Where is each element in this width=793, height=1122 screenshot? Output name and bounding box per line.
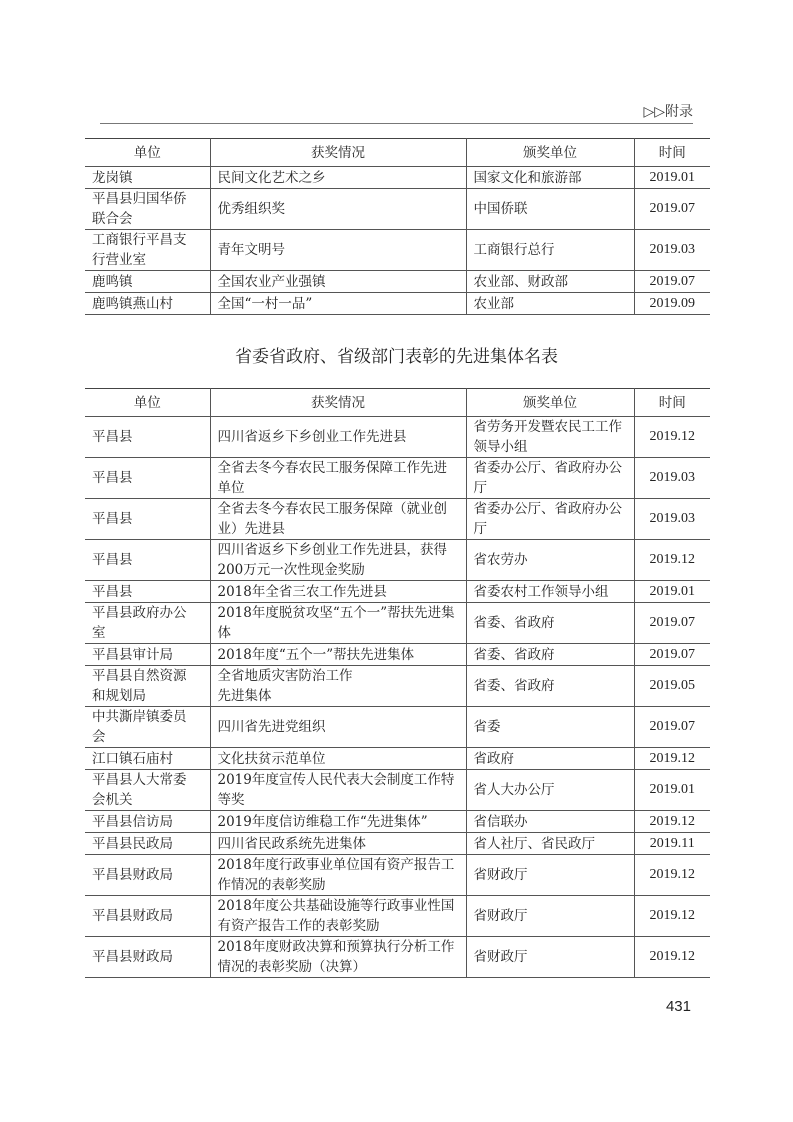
- cell-time: 2019.07: [634, 271, 710, 293]
- cell-time: 2019.01: [634, 770, 710, 811]
- cell-issuer: 工商银行总行: [466, 230, 634, 271]
- table-row: [85, 937, 710, 978]
- cell-award: 四川省先进党组织: [210, 707, 466, 748]
- cell-time: 2019.07: [634, 707, 710, 748]
- awards-table-national: [85, 138, 710, 315]
- table-row: [85, 271, 710, 293]
- cell-unit: 平昌县人大常委 会机关: [85, 770, 210, 811]
- cell-unit: 平昌县财政局: [85, 937, 210, 978]
- cell-time: 2019.07: [634, 603, 710, 644]
- cell-time: 2019.07: [634, 644, 710, 666]
- cell-award: 2019年度宣传人民代表大会制度工作特 等奖: [210, 770, 466, 811]
- cell-unit: 平昌县自然资源 和规划局: [85, 666, 210, 707]
- table-row: [85, 603, 710, 644]
- table-row: [85, 417, 710, 458]
- cell-issuer: 省委办公厅、省政府办公 厅: [466, 458, 634, 499]
- table-row: [85, 811, 710, 833]
- cell-time: 2019.05: [634, 666, 710, 707]
- cell-award: 民间文化艺术之乡: [210, 167, 466, 189]
- cell-award: 2018年度脱贫攻坚“五个一”帮扶先进集 体: [210, 603, 466, 644]
- cell-issuer: 省委、省政府: [466, 666, 634, 707]
- cell-award: 2018年度“五个一”帮扶先进集体: [210, 644, 466, 666]
- cell-issuer: 省人社厅、省民政厅: [466, 833, 634, 855]
- cell-issuer: 中国侨联: [466, 189, 634, 230]
- cell-unit: 龙岗镇: [85, 167, 210, 189]
- column-header-issuer: 颁奖单位: [466, 389, 634, 417]
- cell-issuer: 省农劳办: [466, 540, 634, 581]
- cell-unit: 平昌县财政局: [85, 896, 210, 937]
- cell-time: 2019.01: [634, 167, 710, 189]
- page-number: 431: [665, 998, 691, 1015]
- cell-issuer: 省政府: [466, 748, 634, 770]
- table-row: [85, 499, 710, 540]
- table-header-row: [85, 389, 710, 417]
- cell-unit: 江口镇石庙村: [85, 748, 210, 770]
- cell-issuer: 省信联办: [466, 811, 634, 833]
- cell-time: 2019.09: [634, 293, 710, 315]
- table-row: [85, 581, 710, 603]
- column-header-issuer: 颁奖单位: [466, 139, 634, 167]
- cell-time: 2019.12: [634, 417, 710, 458]
- cell-issuer: 省委: [466, 707, 634, 748]
- cell-issuer: 省财政厅: [466, 855, 634, 896]
- cell-issuer: 省人大办公厅: [466, 770, 634, 811]
- cell-unit: 中共澌岸镇委员 会: [85, 707, 210, 748]
- cell-unit: 工商银行平昌支 行营业室: [85, 230, 210, 271]
- cell-award: 全省去冬今春农民工服务保障工作先进 单位: [210, 458, 466, 499]
- cell-award: 全省去冬今春农民工服务保障（就业创 业）先进县: [210, 499, 466, 540]
- running-head: ▷▷附录: [643, 104, 693, 120]
- cell-unit: 平昌县民政局: [85, 833, 210, 855]
- cell-unit: 平昌县审计局: [85, 644, 210, 666]
- table-row: [85, 707, 710, 748]
- cell-time: 2019.01: [634, 581, 710, 603]
- cell-unit: 平昌县: [85, 499, 210, 540]
- cell-award: 青年文明号: [210, 230, 466, 271]
- cell-award: 文化扶贫示范单位: [210, 748, 466, 770]
- column-header-unit: 单位: [85, 389, 210, 417]
- cell-issuer: 省财政厅: [466, 937, 634, 978]
- cell-time: 2019.12: [634, 937, 710, 978]
- table-row: [85, 666, 710, 707]
- table-row: [85, 644, 710, 666]
- table-row: [85, 458, 710, 499]
- cell-unit: 平昌县: [85, 581, 210, 603]
- cell-award: 2018年全省三农工作先进县: [210, 581, 466, 603]
- cell-issuer: 省委、省政府: [466, 644, 634, 666]
- cell-time: 2019.03: [634, 230, 710, 271]
- cell-issuer: 省委、省政府: [466, 603, 634, 644]
- cell-time: 2019.03: [634, 458, 710, 499]
- cell-time: 2019.03: [634, 499, 710, 540]
- table-row: [85, 748, 710, 770]
- cell-time: 2019.12: [634, 855, 710, 896]
- cell-time: 2019.12: [634, 748, 710, 770]
- table-row: [85, 293, 710, 315]
- cell-unit: 平昌县: [85, 417, 210, 458]
- table-row: [85, 896, 710, 937]
- cell-unit: 平昌县政府办公 室: [85, 603, 210, 644]
- table-row: [85, 770, 710, 811]
- cell-award: 优秀组织奖: [210, 189, 466, 230]
- column-header-award: 获奖情况: [210, 389, 466, 417]
- cell-award: 四川省返乡下乡创业工作先进县，获得 200万元一次性现金奖励: [210, 540, 466, 581]
- cell-time: 2019.12: [634, 540, 710, 581]
- table-row: [85, 167, 710, 189]
- header-rule: [100, 123, 693, 124]
- cell-issuer: 省委办公厅、省政府办公 厅: [466, 499, 634, 540]
- cell-award: 2019年度信访维稳工作“先进集体”: [210, 811, 466, 833]
- table-row: [85, 855, 710, 896]
- cell-issuer: 省劳务开发暨农民工工作 领导小组: [466, 417, 634, 458]
- awards-table-provincial: [85, 388, 710, 978]
- cell-issuer: 省财政厅: [466, 896, 634, 937]
- cell-award: 全国“一村一品”: [210, 293, 466, 315]
- cell-award: 2018年度财政决算和预算执行分析工作 情况的表彰奖励（决算）: [210, 937, 466, 978]
- column-header-unit: 单位: [85, 139, 210, 167]
- cell-unit: 平昌县: [85, 458, 210, 499]
- cell-award: 四川省返乡下乡创业工作先进县: [210, 417, 466, 458]
- cell-unit: 平昌县信访局: [85, 811, 210, 833]
- cell-time: 2019.12: [634, 811, 710, 833]
- cell-unit: 平昌县财政局: [85, 855, 210, 896]
- cell-time: 2019.11: [634, 833, 710, 855]
- cell-award: 全国农业产业强镇: [210, 271, 466, 293]
- cell-award: 2018年度公共基础设施等行政事业性国 有资产报告工作的表彰奖励: [210, 896, 466, 937]
- cell-award: 全省地质灾害防治工作 先进集体: [210, 666, 466, 707]
- cell-unit: 鹿鸣镇燕山村: [85, 293, 210, 315]
- cell-award: 2018年度行政事业单位国有资产报告工 作情况的表彰奖励: [210, 855, 466, 896]
- cell-award: 四川省民政系统先进集体: [210, 833, 466, 855]
- table-row: [85, 189, 710, 230]
- cell-issuer: 农业部: [466, 293, 634, 315]
- cell-unit: 平昌县归国华侨 联合会: [85, 189, 210, 230]
- cell-issuer: 国家文化和旅游部: [466, 167, 634, 189]
- cell-unit: 平昌县: [85, 540, 210, 581]
- column-header-award: 获奖情况: [210, 139, 466, 167]
- table-row: [85, 833, 710, 855]
- column-header-time: 时间: [634, 389, 710, 417]
- cell-time: 2019.07: [634, 189, 710, 230]
- cell-issuer: 农业部、财政部: [466, 271, 634, 293]
- table-header-row: [85, 139, 710, 167]
- table-row: [85, 230, 710, 271]
- column-header-time: 时间: [634, 139, 710, 167]
- cell-unit: 鹿鸣镇: [85, 271, 210, 293]
- cell-issuer: 省委农村工作领导小组: [466, 581, 634, 603]
- section-title: 省委省政府、省级部门表彰的先进集体名表: [235, 347, 558, 367]
- cell-time: 2019.12: [634, 896, 710, 937]
- table-row: [85, 540, 710, 581]
